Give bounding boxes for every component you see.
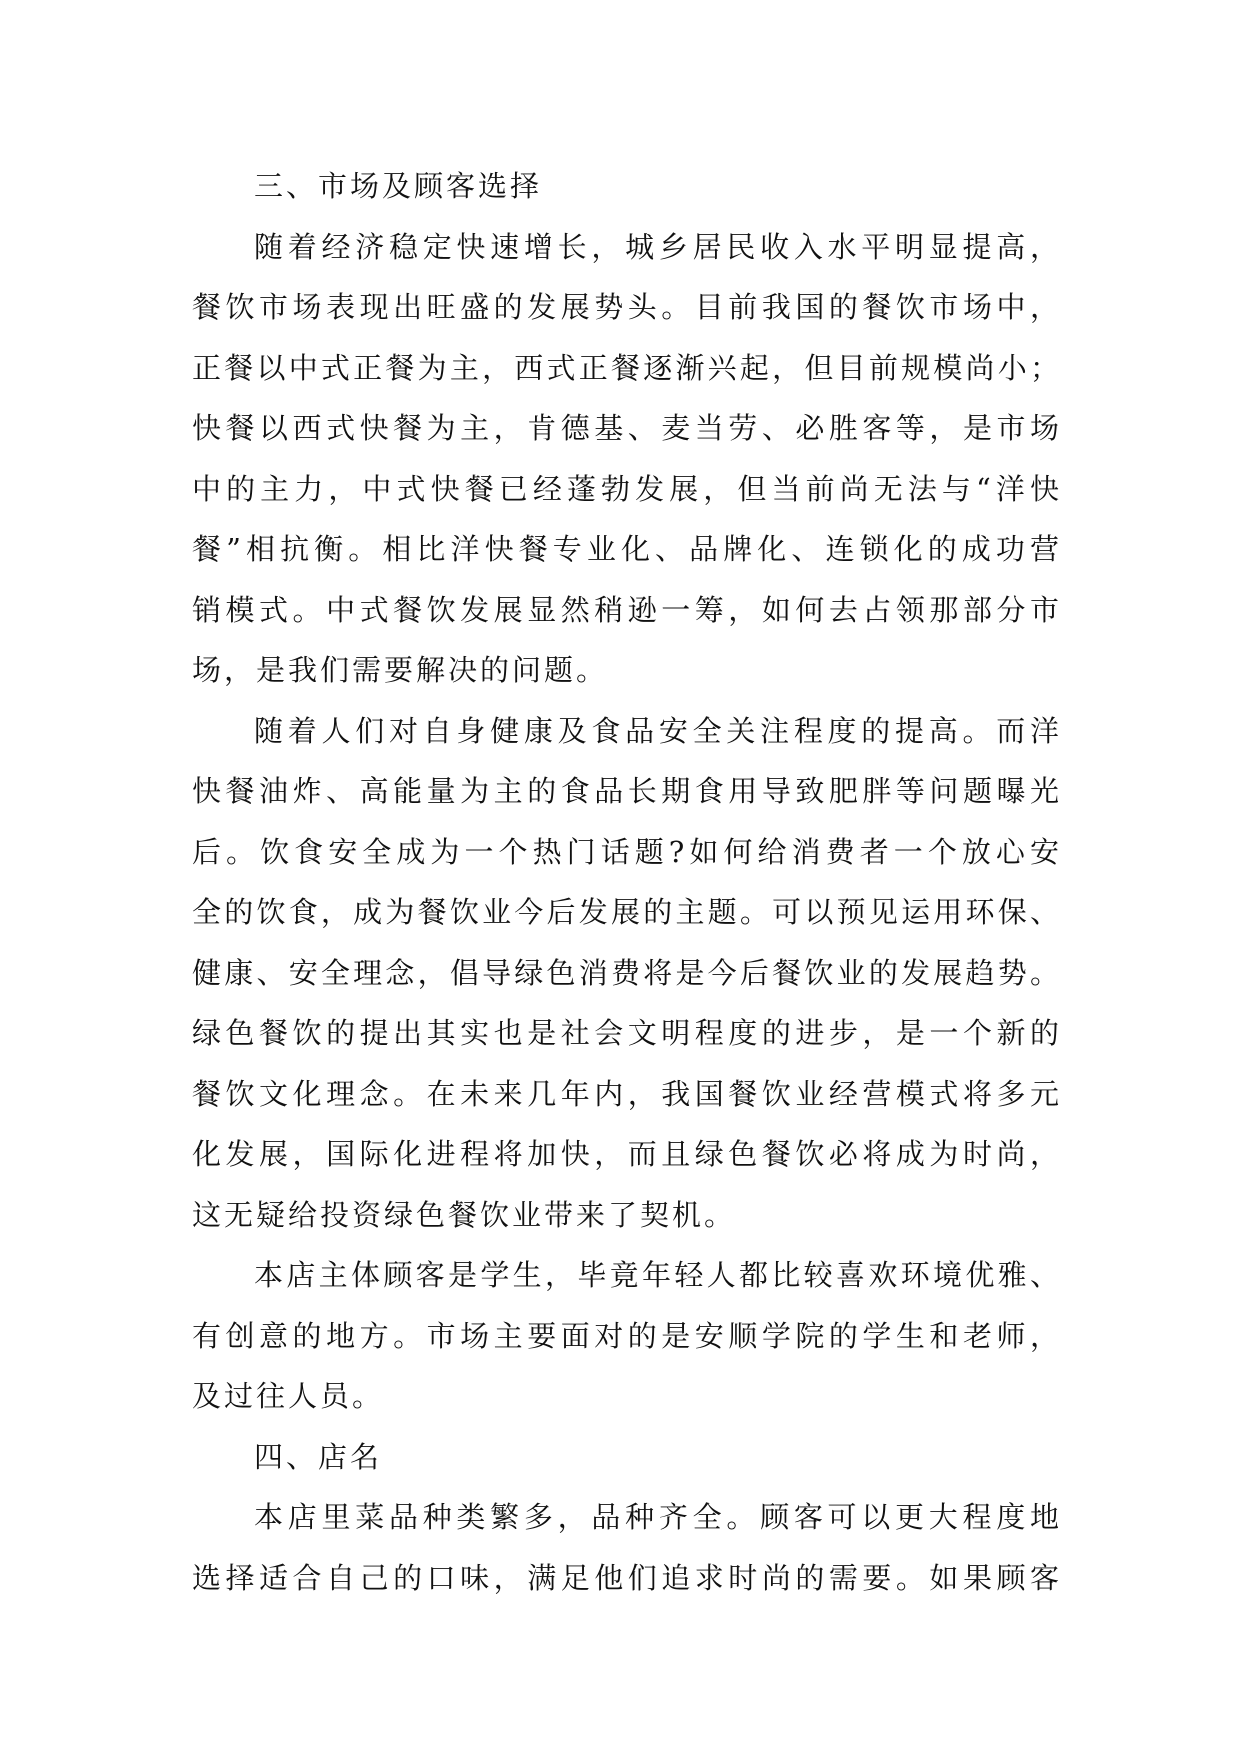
- text-line: 快餐油炸、高能量为主的食品长期食用导致肥胖等问题曝光: [192, 774, 1062, 808]
- text-line: 快餐以西式快餐为主，肯德基、麦当劳、必胜客等，是市场: [192, 411, 1062, 445]
- text-line: 餐”相抗衡。相比洋快餐专业化、品牌化、连锁化的成功营: [192, 532, 1062, 566]
- text-line: 绿色餐饮的提出其实也是社会文明程度的进步，是一个新的: [192, 1016, 1062, 1050]
- document-body: [192, 156, 1062, 1608]
- text-line: 随着人们对自身健康及食品安全关注程度的提高。而洋: [254, 713, 1062, 748]
- text-line: 后。饮食安全成为一个热门话题?如何给消费者一个放心安: [192, 834, 1062, 869]
- text-line: 这无疑给投资绿色餐饮业带来了契机。: [192, 1197, 737, 1232]
- text-line: 场，是我们需要解决的问题。: [192, 653, 609, 687]
- section-heading: 四、店名: [254, 1439, 383, 1474]
- text-line: 有创意的地方。市场主要面对的是安顺学院的学生和老师，: [192, 1318, 1062, 1353]
- text-line: 选择适合自己的口味，满足他们追求时尚的需要。如果顾客: [192, 1560, 1062, 1595]
- text-line: 化发展，国际化进程将加快，而且绿色餐饮必将成为时尚，: [192, 1137, 1062, 1171]
- text-line: 随着经济稳定快速增长，城乡居民收入水平明显提高，: [254, 229, 1062, 264]
- text-line: 及过往人员。: [192, 1379, 385, 1413]
- text-line: 本店里菜品种类繁多，品种齐全。顾客可以更大程度地: [254, 1500, 1062, 1534]
- text-line: 餐饮市场表现出旺盛的发展势头。目前我国的餐饮市场中，: [192, 290, 1062, 324]
- text-line: 餐饮文化理念。在未来几年内，我国餐饮业经营模式将多元: [192, 1076, 1062, 1111]
- text-line: 中的主力，中式快餐已经蓬勃发展，但当前尚无法与“洋快: [192, 471, 1062, 506]
- text-line: 全的饮食，成为餐饮业今后发展的主题。可以预见运用环保、: [192, 895, 1062, 929]
- text-line: 健康、安全理念，倡导绿色消费将是今后餐饮业的发展趋势。: [192, 955, 1062, 990]
- text-line: 正餐以中式正餐为主，西式正餐逐渐兴起，但目前规模尚小；: [192, 350, 1062, 385]
- section-heading: 三、市场及顾客选择: [254, 169, 543, 203]
- text-line: 本店主体顾客是学生，毕竟年轻人都比较喜欢环境优雅、: [254, 1258, 1062, 1292]
- text-line: 销模式。中式餐饮发展显然稍逊一筹，如何去占领那部分市: [192, 592, 1062, 627]
